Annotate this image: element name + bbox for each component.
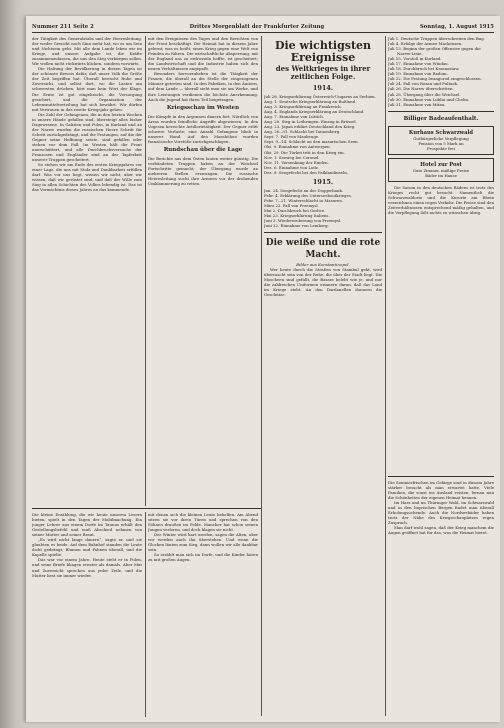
chronicle-title: Die wichtigsten Ereignisse	[274, 39, 372, 64]
header-rule	[32, 32, 494, 33]
ad-title: Hotel zur Post	[420, 161, 462, 168]
bottom-paragraph: Im Harz und im Thüringer Wald, im Schwarzwald und in den bayrischen Bergen findet man überall Erholungsuchende. Auch die Nordseebäder haben trotz der Nähe des Kriegsschauplatzes regen Zuspruch.	[388, 500, 494, 526]
section-rule	[388, 111, 494, 112]
col1-paragraph: der Tätigkeit des Generalstabs und der Heeresleitung, der weder Gewicht noch Sinn mehr hat, wo es um Sein und Nichtsein geht. Mit alle dem Lande leben wir im Kriege, und unsere Aufgabe ist, die Kräfte zusammenzufassen, die uns den Sieg verbürgen sollen. Wir wollen nicht rückwärts blicken, sondern vorwärts.	[32, 36, 142, 67]
chronicle-list-1915	[264, 188, 382, 228]
advertisement	[388, 126, 494, 155]
bottom-column-left	[32, 512, 142, 717]
ad-line: Prospekte frei	[427, 145, 455, 151]
ad-line: Gute Zimmer, mäßige Preise	[412, 167, 470, 173]
col1-paragraph: Die Haltung der Bevölkerung in diesen Tagen ist der schönste Beweis dafür, daß unser Volk die Größe der Zeit begriffen hat. Überall herrscht Ruhe und Zuversicht, und selbst dort, wo die Lasten am schwersten drücken, hört man kein Wort der Klage. Die Ernte ist gut eingebracht, die Versorgung gesichert, und die Organisation der Lebensmittelverteilung hat sich bewährt. Wir dürfen mit Vertrauen in das zweite Kriegsjahr gehen.	[32, 66, 142, 112]
chronicle-entry: Aug. 4. Englands Kriegserklärung an Deutschland.	[264, 109, 365, 115]
ad-title: Kurhaus Schwarzwald	[408, 129, 474, 136]
chronicle-list-1914	[264, 94, 382, 175]
chronicle-entry: Juli 24. Fall von Rozan und Pultusk.	[388, 81, 459, 87]
chronicle-subtitle: des Weltkrieges in ihrer zeitlichen Folge.	[275, 64, 371, 81]
chronicle-entry: Dez. 6. Einnahme von Lodz.	[264, 164, 320, 170]
chronicle-entry: März 22. Fall von Przemysl.	[264, 202, 319, 208]
year-heading: 1914.	[312, 84, 334, 92]
chronicle-entry: Mai 23. Kriegserklärung Italiens.	[264, 212, 330, 218]
article-title: Die weiße und die rote Macht.	[265, 238, 381, 261]
year-heading: 1915.	[312, 177, 334, 186]
chronicle-entry: Juli 22. Die Festung Iwangorod eingeschlossen.	[388, 76, 482, 82]
column-divider	[145, 36, 146, 506]
chronicle-entry: Juli 17. Einnahme von Windau.	[388, 61, 449, 67]
column-1	[32, 36, 142, 506]
chronicle-entry: Sept. 9.–14. Schlacht an den masurischen Seen.	[264, 139, 359, 145]
ad-line: Bäder im Hause	[425, 172, 457, 178]
chronicle-entry: Okt. 9. Einnahme von Antwerpen.	[264, 144, 331, 150]
section-rule	[388, 476, 494, 477]
chronicle-entry: Juli 1. Deutsche Truppen überschreiten den Bug.	[388, 36, 485, 41]
chronicle-entry: Jan. 24. Seegefecht an der Doggerbank.	[264, 187, 344, 193]
chronicle-entry: Febr. 4. Erklärung des Unterseebootkrieges.	[264, 192, 353, 198]
chronicle-entry: Juli 18. Durchbruch bei Krasnostaw.	[388, 66, 460, 72]
bottom-column-mid	[148, 512, 258, 717]
chronicle-entry: Aug. 23. Japan erklärt Deutschland den Krieg.	[264, 124, 356, 130]
column-divider	[145, 512, 146, 717]
ad-line: Pension von 5 Mark an	[418, 140, 464, 146]
chronicle-entry: Juli 28. Kriegserklärung Österreich-Ungarns an Serbien.	[264, 94, 376, 99]
chronicle-entry: Mai 2. Durchbruch bei Gorlice.	[264, 207, 326, 213]
chronicle-entry: Juli 13. Beginn der großen Offensive gegen die Narew-Linie.	[388, 46, 481, 57]
col2-paragraph: Besonders hervorzuheben ist die Tätigkeit der Frauen, die überall an die Stelle der eingezogenen Männer getreten sind. In den Fabriken, in den Ämtern, auf dem Lande — überall sieht man sie am Werke, und ihre Leistungen verdienen die höchste Anerkennung. Auch die Jugend hat ihren Teil beigetragen.	[148, 71, 258, 102]
column-2	[148, 36, 258, 506]
ads-heading: Billiger Badeaufenthalt.	[403, 115, 479, 122]
bottom-paragraph: Die kleine Erzählung, die wir heute unseren Lesern bieten, spielt in den Tagen der Mobilmachung. Ein junger Lehrer aus einem Dorfe im Taunus erhält den Gestellungsbefehl und muß Abschied nehmen von seiner Mutter und seiner Braut.	[32, 512, 142, 538]
col3-paragraph: Wer heute durch die Straßen von Stambul geht, wird überrascht sein von der Ruhe, die über der Stadt liegt. Die Moscheen sind gefüllt, die Basare belebt wie je, und nur die zahlreichen Uniformen erinnern daran, daß das Land im Kriege steht. An den Dardanellen donnern die Geschütze.	[264, 267, 382, 298]
article-subtitle: Bilder aus Konstantinopel.	[296, 262, 350, 268]
col2-heading: Rundschau über die Lage	[163, 146, 243, 153]
col1-paragraph: So stehen wir am Ende des ersten Kriegsjahres vor einer Lage, die uns mit Stolz und Dankbarkeit erfüllen darf. Was vor uns liegt, wissen wir nicht; aber wir wissen, daß wir gerüstet sind, und daß der Wille zum Sieg in allen Schichten des Volkes lebendig ist. Das ist das Vermächtnis dieses Jahres an das kommende.	[32, 162, 142, 193]
bottom-paragraph: Das war vor einem Jahre. Heute steht er in Polen, und seine Briefe klingen ernster als damals. Aber Mut und Zuversicht sprechen aus jeder Zeile, und die Mutter liest sie immer wieder.	[32, 557, 142, 578]
chronicle-entry: Juli 19. Einnahme von Radom.	[388, 71, 448, 77]
bottom-paragraph: Die Sommerfrischen im Gebirge sind in diesem Jahre stärker besucht als man erwartet hatte. Viele Familien, die sonst ins Ausland reisten, lernen nun die Schönheiten der eigenen Heimat kennen.	[388, 480, 494, 501]
section-rule	[32, 508, 261, 509]
column-divider	[261, 36, 262, 716]
chronicle-entry: Aug. 1. Deutsche Kriegserklärung an Rußland.	[264, 99, 357, 105]
chronicle-entry: Nov. 11. Versenkung der Emden.	[264, 159, 329, 165]
column-divider	[385, 36, 386, 716]
chronicle-entry: Dez. 8. Seegefecht bei den Falklandinseln.	[264, 169, 348, 175]
chronicle-entry: Febr. 7.–21. Winterschlacht in Masuren.	[264, 197, 344, 203]
bottom-paragraph: So erzählt man sich im Dorfe, und die Kinder hören zu mit großen Augen.	[148, 552, 258, 563]
book-spine	[0, 0, 26, 728]
header-date: Sonntag, 1. August 1915	[419, 23, 494, 30]
section-rule	[264, 232, 382, 233]
chronicle-entry: Juli 4. Erfolge der Armee Mackensen.	[388, 41, 463, 47]
col2-paragraph: mit den Ereignissen des Tages und den Berichten von der Front beschäftigt. Die Heimat hat in diesem Jahre gelernt, was es heißt, einen Krieg gegen eine Welt von Feinden zu führen. Die wirtschaftliche Absperrung, mit der England uns zu erdrosseln hoffte, ist gescheitert; die Landwirtschaft und die Industrie haben sich den neuen Verhältnissen angepaßt.	[148, 36, 258, 72]
chronicle-entry: Sept. 7. Fall von Maubeuge.	[264, 134, 320, 140]
header-masthead: Drittes Morgenblatt der Frankfurter Zeitung	[189, 23, 325, 30]
chronicle-entry: Juli 28. Übergang über die Weichsel.	[388, 91, 461, 97]
chronicle-entry: Nov. 1. Seesieg bei Coronel.	[264, 154, 320, 160]
advertisement	[388, 158, 494, 182]
col2-paragraph: Die Kämpfe in den Argonnen dauern fort. Nördlich von Arras wurden feindliche Angriffe abgewiesen. In den Vogesen herrschte Artillerietätigkeit. Der Gegner erlitt schwere Verluste; eine Anzahl Gefangene blieb in unserer Hand. Auf den Maashöhen wurden französische Vorstöße zurückgeschlagen.	[148, 113, 258, 144]
chronicle-entry: Aug. 7. Einnahme von Lüttich.	[264, 114, 325, 120]
chronicle-entry: Juni 3. Wiedereroberung von Przemysl.	[264, 218, 342, 224]
ad-line: Gutbürgerliche Verpflegung	[413, 135, 469, 141]
col4-paragraph: Die Saison in den deutschen Bädern ist trotz des Krieges recht gut besucht. Namentlich die Schwarzwaldorte und die Kurorte am Rhein verzeichnen einen regen Verkehr. Die Preise sind den Zeitverhältnissen entsprechend mäßig gehalten, und die Verpflegung läßt nichts zu wünschen übrig.	[388, 184, 494, 215]
col2-paragraph: Die Berichte aus dem Osten lauten weiter günstig. Die verbündeten Truppen haben an der Weichsel Fortschritte gemacht; der Übergang wurde an mehreren Stellen erzwungen. Die russische Heeresleitung sucht ihre Armeen vor der drohenden Umklammerung zu retten.	[148, 155, 258, 187]
page-header	[32, 22, 494, 31]
chronicle-entry: Juli 26. Die Narew überschritten.	[388, 86, 454, 92]
chronicle-entry: Okt. 29. Die Türkei tritt in den Krieg ein.	[264, 149, 345, 155]
chronicle-entry: Aug. 26.–31. Schlacht bei Tannenberg.	[264, 129, 341, 135]
bottom-paragraph: Der Winter wird hart werden, sagen die Alten, aber wir werden auch ihn überstehen. Und wenn die Glocken läuten zum Sieg, dann wollen wir alle dankbar sein.	[148, 532, 258, 553]
col2-heading: Kriegsschau im Westen	[166, 104, 240, 111]
bottom-paragraph: mit denen sich die kleinen Leute behelfen. Am Abend sitzen sie vor ihren Türen und sprechen von den Söhnen draußen im Felde. Mancher hat schon seinen Jungen verloren, und doch klagen sie nicht.	[148, 512, 258, 533]
bottom-paragraph: Man darf wohl sagen, daß der Krieg manchem die Augen geöffnet hat für das, was die Heimat bietet.	[388, 525, 494, 536]
column-3	[264, 36, 382, 716]
newspaper-page	[26, 16, 500, 722]
header-issue: Nummer 211 Seite 2	[32, 23, 94, 30]
col1-paragraph: Die Zahl der Gefangenen, die in den letzten Wochen in unsere Hände gefallen sind, übersteigt alles bisher Dagewesene. In Galizien und Polen, in Kurland und an der Narew wurden die russischen Heere Schritt für Schritt zurückgedrängt, und die Festungen, auf die der Gegner seine Hoffnung setzte, sind gefallen oder stehen vor dem Fall. Im Westen hält die Front unerschüttert, und alle Durchbruchsversuche der Franzosen und Engländer sind an der Tapferkeit unserer Truppen gescheitert.	[32, 111, 142, 163]
chronicle-entry: Aug. 20. Sieg in Lothringen. Einzug in Brüssel.	[264, 119, 357, 125]
chronicle-entry: Juni 22. Einnahme von Lemberg.	[264, 223, 329, 229]
chronicle-entry: Juli 30. Einnahme von Lublin und Cholm.	[388, 96, 470, 102]
chronicle-entry: Juli 31. Einnahme von Mitau.	[388, 101, 446, 107]
chronicle-entry: Juli 15. Vorstoß in Kurland.	[388, 56, 442, 62]
chronicle-entry: Aug. 3. Kriegserklärung an Frankreich.	[264, 104, 342, 110]
chronicle-list-continued	[388, 36, 494, 107]
bottom-column-right	[388, 480, 494, 716]
bottom-paragraph: „Es wird nicht lange dauern“, sagte er, und sie glaubten es beide. Auf dem Bahnhof standen die Leute dicht gedrängt; Blumen und Fahnen überall, und die Kapelle spielte.	[32, 537, 142, 558]
